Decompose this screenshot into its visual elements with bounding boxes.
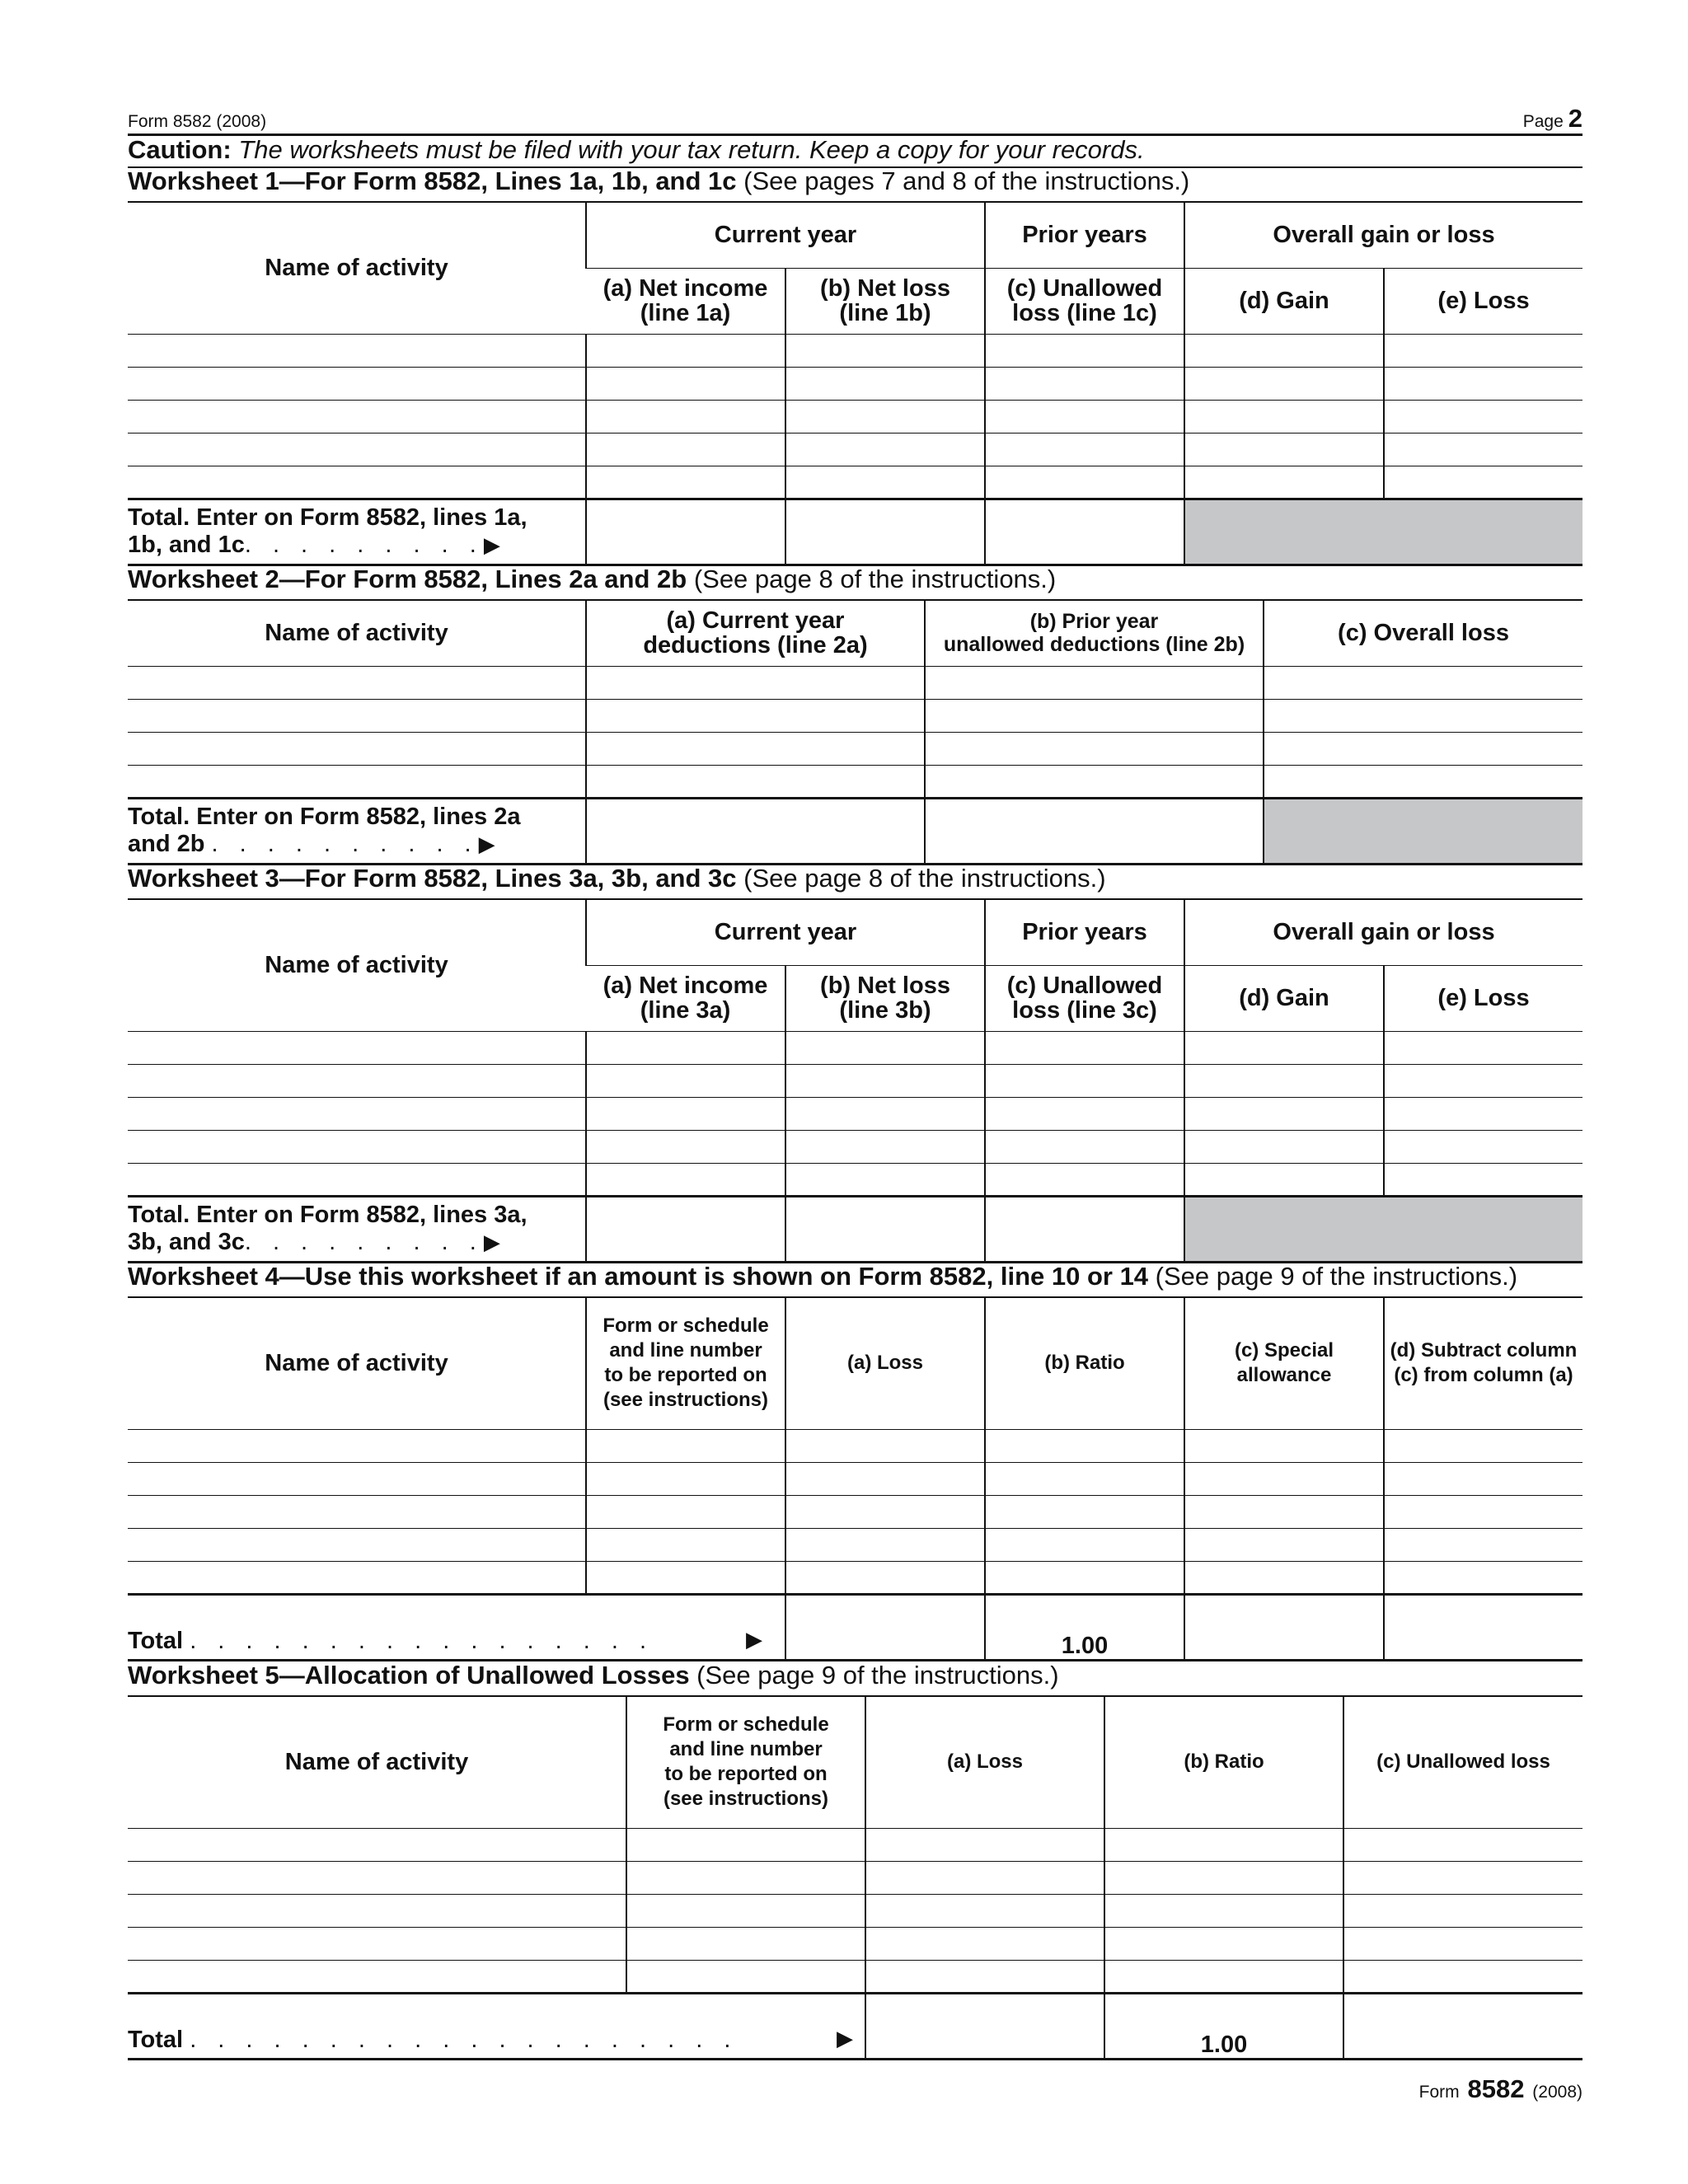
name-of-activity-header: Name of activity — [128, 1696, 626, 1828]
total-row — [128, 499, 1582, 565]
col-a-header: (a) Net income (line 1a) — [586, 268, 785, 334]
page-number: Page 2 — [1522, 104, 1582, 133]
table-row[interactable] — [128, 1064, 1582, 1097]
table-row[interactable] — [128, 1495, 1582, 1528]
current-year-header: Current year — [586, 202, 985, 268]
worksheet-2-title: Worksheet 2—For Form 8582, Lines 2a and 2b (See page 8 of the instructions.) — [128, 565, 1057, 593]
worksheet-4-title: Worksheet 4—Use this worksheet if an amount is shown on Form 8582, line 10 or 14 (See page 9 of the instructions.) — [128, 1262, 1518, 1291]
total-row — [128, 798, 1582, 864]
worksheet-2-table — [128, 599, 1582, 865]
form-schedule-header: Form or schedule and line number to be reported on (see instructions) — [626, 1696, 865, 1828]
table-row[interactable] — [128, 1927, 1582, 1960]
col-c-header: (c) Unallowed loss (line 1c) — [985, 268, 1184, 334]
table-row[interactable] — [128, 666, 1582, 699]
table-row[interactable] — [128, 1528, 1582, 1561]
shaded-cell — [1184, 1196, 1582, 1262]
worksheet-3-title: Worksheet 3—For Form 8582, Lines 3a, 3b, and 3c (See page 8 of the instructions.) — [128, 864, 1106, 893]
col-d-header: (d) Gain — [1184, 965, 1384, 1031]
overall-gain-loss-header: Overall gain or loss — [1184, 202, 1582, 268]
page-header — [128, 105, 1582, 135]
col-a-header: (a) Loss — [785, 1297, 985, 1429]
col-d-header: (d) Subtract column (c) from column (a) — [1384, 1297, 1582, 1429]
col-b-header: (b) Prior year unallowed deductions (line 2b) — [925, 600, 1264, 666]
table-row[interactable] — [128, 1130, 1582, 1163]
total-row — [128, 1594, 1582, 1660]
table-row[interactable] — [128, 1031, 1582, 1064]
col-c-header: (c) Overall loss — [1264, 600, 1582, 666]
col-b-header: (b) Ratio — [985, 1297, 1184, 1429]
table-row[interactable] — [128, 1828, 1582, 1861]
name-of-activity-header: Name of activity — [128, 1297, 586, 1429]
worksheet-1-table — [128, 201, 1582, 566]
total-net-loss[interactable] — [785, 1196, 985, 1262]
worksheet-5-title: Worksheet 5—Allocation of Unallowed Losses (See page 9 of the instructions.) — [128, 1661, 1059, 1690]
worksheet-1-title: Worksheet 1—For Form 8582, Lines 1a, 1b, and 1c (See pages 7 and 8 of the instructions.) — [128, 166, 1190, 195]
shaded-cell — [1184, 499, 1582, 565]
worksheet-3-table — [128, 898, 1582, 1263]
total-label: Total . . . . . . . . . . . . . . . . . . . . ▶ — [128, 1993, 865, 2059]
total-ratio: 1.00 — [985, 1594, 1184, 1660]
name-of-activity-header: Name of activity — [128, 202, 586, 334]
total-net-income[interactable] — [586, 1196, 785, 1262]
table-row[interactable] — [128, 367, 1582, 400]
table-row[interactable] — [128, 334, 1582, 367]
table-row[interactable] — [128, 1861, 1582, 1894]
arrow-icon: ▶ — [483, 532, 500, 557]
name-of-activity-header: Name of activity — [128, 600, 586, 666]
prior-years-header: Prior years — [985, 202, 1184, 268]
total-label: Total . . . . . . . . . . . . . . . . . ▶ — [128, 1594, 785, 1660]
total-loss[interactable] — [865, 1993, 1104, 2059]
arrow-icon: ▶ — [478, 832, 495, 856]
shaded-cell — [1264, 798, 1582, 864]
table-row[interactable] — [128, 400, 1582, 433]
total-unallowed-loss[interactable] — [1343, 1993, 1582, 2059]
name-of-activity-header: Name of activity — [128, 899, 586, 1031]
total-unallowed-loss[interactable] — [985, 499, 1184, 565]
worksheet-4-table — [128, 1296, 1582, 1661]
total-ratio: 1.00 — [1104, 1993, 1343, 2059]
total-prior-year-deductions[interactable] — [925, 798, 1264, 864]
col-a-header: (a) Net income (line 3a) — [586, 965, 785, 1031]
total-current-year-deductions[interactable] — [586, 798, 925, 864]
form-year-label: Form 8582 (2008) — [128, 112, 267, 131]
total-loss[interactable] — [785, 1594, 985, 1660]
table-row[interactable] — [128, 1462, 1582, 1495]
total-row — [128, 1993, 1582, 2059]
col-d-header: (d) Gain — [1184, 268, 1384, 334]
table-row[interactable] — [128, 765, 1582, 798]
page-footer: Form 8582 (2008) — [1418, 2074, 1582, 2103]
arrow-icon: ▶ — [746, 1627, 762, 1652]
total-unallowed-loss[interactable] — [985, 1196, 1184, 1262]
table-row[interactable] — [128, 1163, 1582, 1196]
col-c-header: (c) Unallowed loss — [1343, 1696, 1582, 1828]
table-row[interactable] — [128, 732, 1582, 765]
col-a-header: (a) Loss — [865, 1696, 1104, 1828]
total-row — [128, 1196, 1582, 1262]
col-e-header: (e) Loss — [1384, 268, 1582, 334]
table-row[interactable] — [128, 699, 1582, 732]
col-b-header: (b) Ratio — [1104, 1696, 1343, 1828]
prior-years-header: Prior years — [985, 899, 1184, 965]
worksheet-5-table — [128, 1695, 1582, 2060]
total-label: Total. Enter on Form 8582, lines 1a, 1b, and 1c. . . . . . . . .▶ — [128, 499, 586, 565]
table-row[interactable] — [128, 466, 1582, 499]
table-row[interactable] — [128, 433, 1582, 466]
table-row[interactable] — [128, 1429, 1582, 1462]
table-row[interactable] — [128, 1561, 1582, 1594]
total-net-income[interactable] — [586, 499, 785, 565]
overall-gain-loss-header: Overall gain or loss — [1184, 899, 1582, 965]
form-schedule-header: Form or schedule and line number to be reported on (see instructions) — [586, 1297, 785, 1429]
current-year-header: Current year — [586, 899, 985, 965]
table-row[interactable] — [128, 1097, 1582, 1130]
total-label: Total. Enter on Form 8582, lines 3a, 3b, and 3c. . . . . . . . .▶ — [128, 1196, 586, 1262]
col-a-header: (a) Current year deductions (line 2a) — [586, 600, 925, 666]
total-special-allowance[interactable] — [1184, 1594, 1384, 1660]
total-subtract[interactable] — [1384, 1594, 1582, 1660]
total-net-loss[interactable] — [785, 499, 985, 565]
caution-note: Caution: The worksheets must be filed with your tax return. Keep a copy for your records. — [128, 135, 1145, 164]
arrow-icon: ▶ — [483, 1230, 500, 1254]
col-c-header: (c) Special allowance — [1184, 1297, 1384, 1429]
arrow-icon: ▶ — [837, 2026, 853, 2051]
col-e-header: (e) Loss — [1384, 965, 1582, 1031]
col-b-header: (b) Net loss (line 1b) — [785, 268, 985, 334]
total-label: Total. Enter on Form 8582, lines 2a and 2b . . . . . . . . . .▶ — [128, 798, 586, 864]
table-row[interactable] — [128, 1894, 1582, 1927]
col-c-header: (c) Unallowed loss (line 3c) — [985, 965, 1184, 1031]
table-row[interactable] — [128, 1960, 1582, 1993]
col-b-header: (b) Net loss (line 3b) — [785, 965, 985, 1031]
